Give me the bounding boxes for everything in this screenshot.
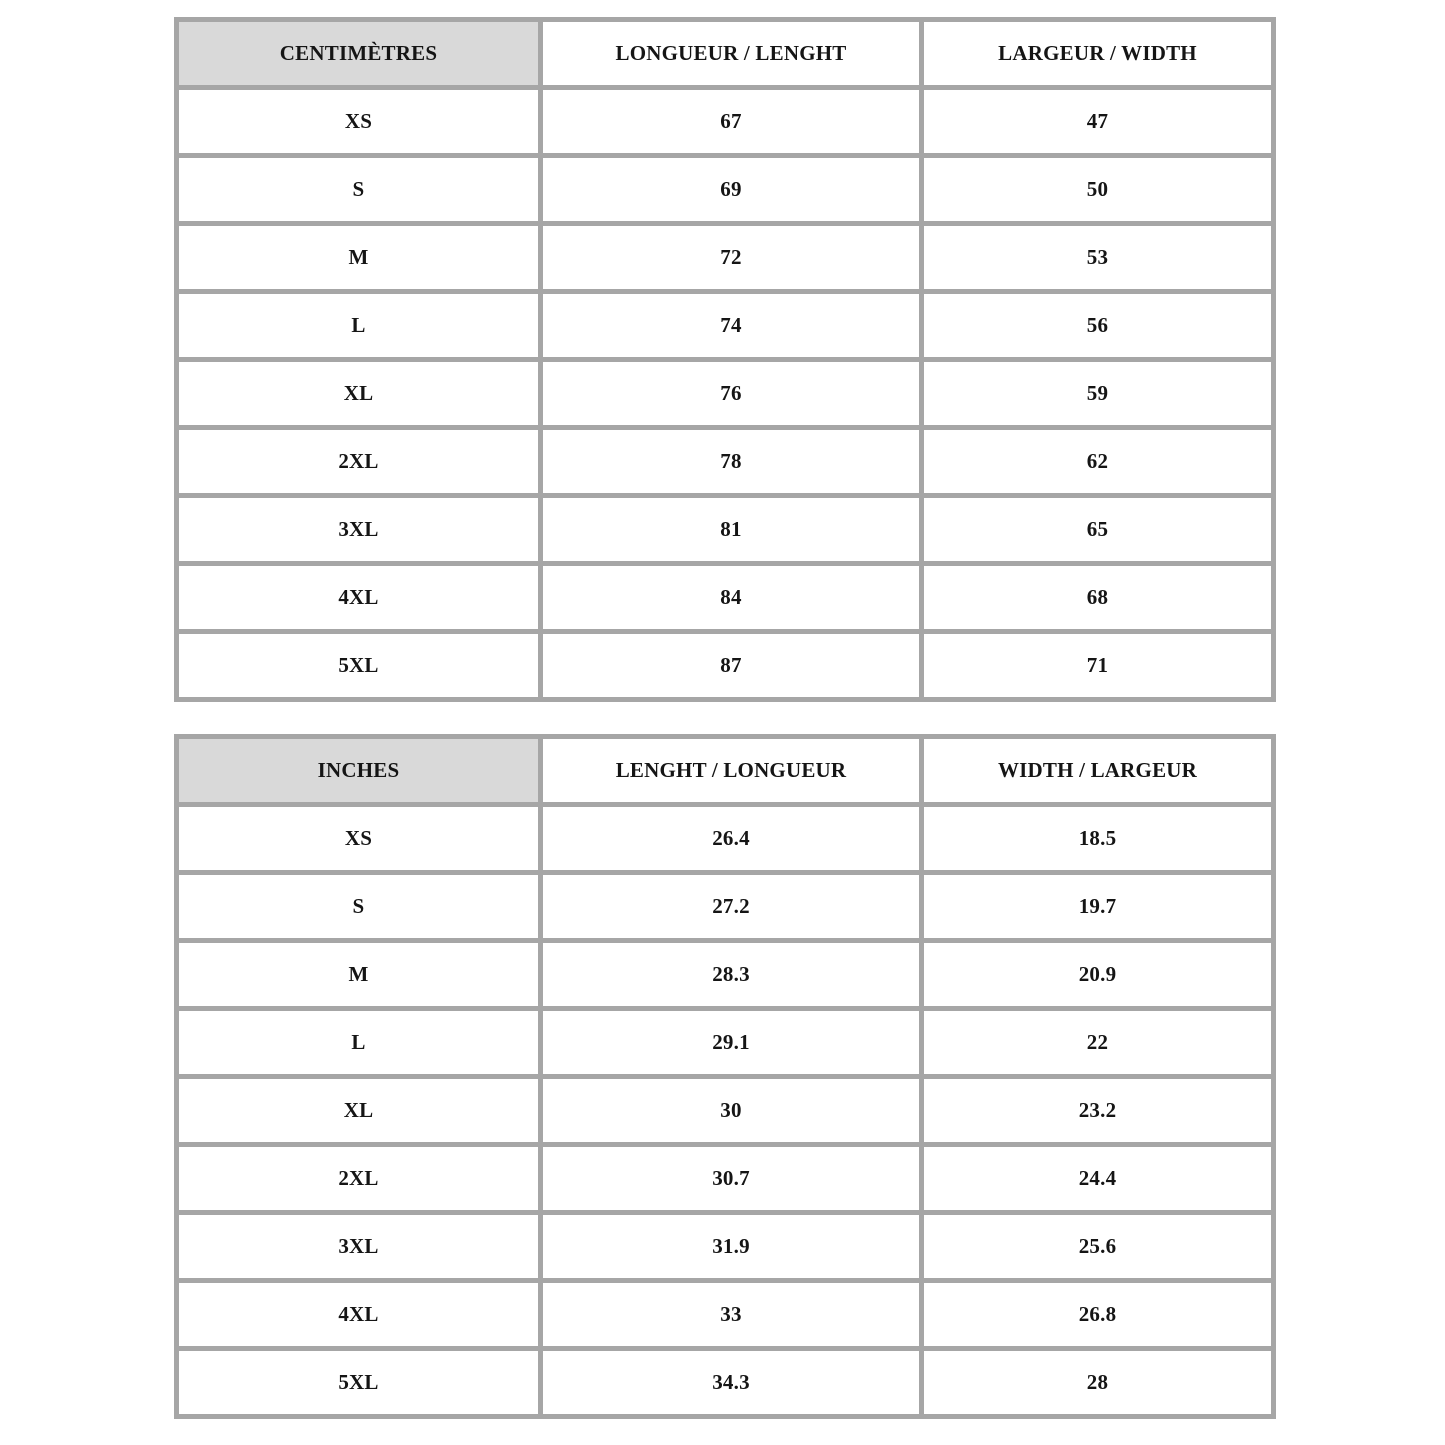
table-row — [177, 1213, 1274, 1281]
length-header-cell: LENGHT / LONGUEUR — [541, 737, 922, 805]
table-row — [177, 632, 1274, 700]
width-cell: 28 — [922, 1349, 1274, 1417]
table-row — [177, 1281, 1274, 1349]
size-cell: 4XL — [177, 1281, 541, 1349]
size-cell: 4XL — [177, 564, 541, 632]
table-row — [177, 496, 1274, 564]
size-cell: L — [177, 1009, 541, 1077]
width-cell: 24.4 — [922, 1145, 1274, 1213]
length-cell: 31.9 — [541, 1213, 922, 1281]
size-cell: 3XL — [177, 496, 541, 564]
length-cell: 78 — [541, 428, 922, 496]
table-row — [177, 224, 1274, 292]
length-cell: 84 — [541, 564, 922, 632]
width-cell: 20.9 — [922, 941, 1274, 1009]
size-cell: S — [177, 873, 541, 941]
size-cell: 3XL — [177, 1213, 541, 1281]
table-row — [177, 941, 1274, 1009]
size-cell: XS — [177, 88, 541, 156]
length-cell: 74 — [541, 292, 922, 360]
length-cell: 30.7 — [541, 1145, 922, 1213]
table-row — [177, 88, 1274, 156]
width-cell: 65 — [922, 496, 1274, 564]
size-cell: XL — [177, 360, 541, 428]
header-row — [177, 737, 1274, 805]
table-row — [177, 873, 1274, 941]
length-cell: 72 — [541, 224, 922, 292]
table-row — [177, 428, 1274, 496]
size-table-inches — [174, 734, 1276, 1419]
width-cell: 25.6 — [922, 1213, 1274, 1281]
width-cell: 62 — [922, 428, 1274, 496]
size-cell: S — [177, 156, 541, 224]
length-header-cell: LONGUEUR / LENGHT — [541, 20, 922, 88]
length-cell: 67 — [541, 88, 922, 156]
width-cell: 56 — [922, 292, 1274, 360]
length-cell: 30 — [541, 1077, 922, 1145]
table-row — [177, 156, 1274, 224]
size-cell: 5XL — [177, 1349, 541, 1417]
table-row — [177, 292, 1274, 360]
size-cell: 2XL — [177, 1145, 541, 1213]
width-cell: 26.8 — [922, 1281, 1274, 1349]
width-header-cell: LARGEUR / WIDTH — [922, 20, 1274, 88]
table-row — [177, 1077, 1274, 1145]
width-cell: 47 — [922, 88, 1274, 156]
size-cell: 5XL — [177, 632, 541, 700]
width-header-cell: WIDTH / LARGEUR — [922, 737, 1274, 805]
length-cell: 87 — [541, 632, 922, 700]
width-cell: 68 — [922, 564, 1274, 632]
length-cell: 26.4 — [541, 805, 922, 873]
length-cell: 33 — [541, 1281, 922, 1349]
table-row — [177, 564, 1274, 632]
width-cell: 18.5 — [922, 805, 1274, 873]
width-cell: 59 — [922, 360, 1274, 428]
length-cell: 76 — [541, 360, 922, 428]
width-cell: 50 — [922, 156, 1274, 224]
length-cell: 29.1 — [541, 1009, 922, 1077]
size-cell: XS — [177, 805, 541, 873]
size-cell: L — [177, 292, 541, 360]
length-cell: 69 — [541, 156, 922, 224]
width-cell: 23.2 — [922, 1077, 1274, 1145]
size-table-centimeters — [174, 17, 1276, 702]
length-cell: 81 — [541, 496, 922, 564]
length-cell: 27.2 — [541, 873, 922, 941]
width-cell: 53 — [922, 224, 1274, 292]
size-cell: 2XL — [177, 428, 541, 496]
width-cell: 19.7 — [922, 873, 1274, 941]
size-cell: M — [177, 941, 541, 1009]
unit-header-cell: CENTIMÈTRES — [177, 20, 541, 88]
length-cell: 28.3 — [541, 941, 922, 1009]
header-row — [177, 20, 1274, 88]
size-cell: M — [177, 224, 541, 292]
table-row — [177, 1145, 1274, 1213]
table-row — [177, 360, 1274, 428]
unit-header-cell: INCHES — [177, 737, 541, 805]
width-cell: 22 — [922, 1009, 1274, 1077]
width-cell: 71 — [922, 632, 1274, 700]
length-cell: 34.3 — [541, 1349, 922, 1417]
table-row — [177, 1009, 1274, 1077]
size-cell: XL — [177, 1077, 541, 1145]
table-row — [177, 1349, 1274, 1417]
table-row — [177, 805, 1274, 873]
